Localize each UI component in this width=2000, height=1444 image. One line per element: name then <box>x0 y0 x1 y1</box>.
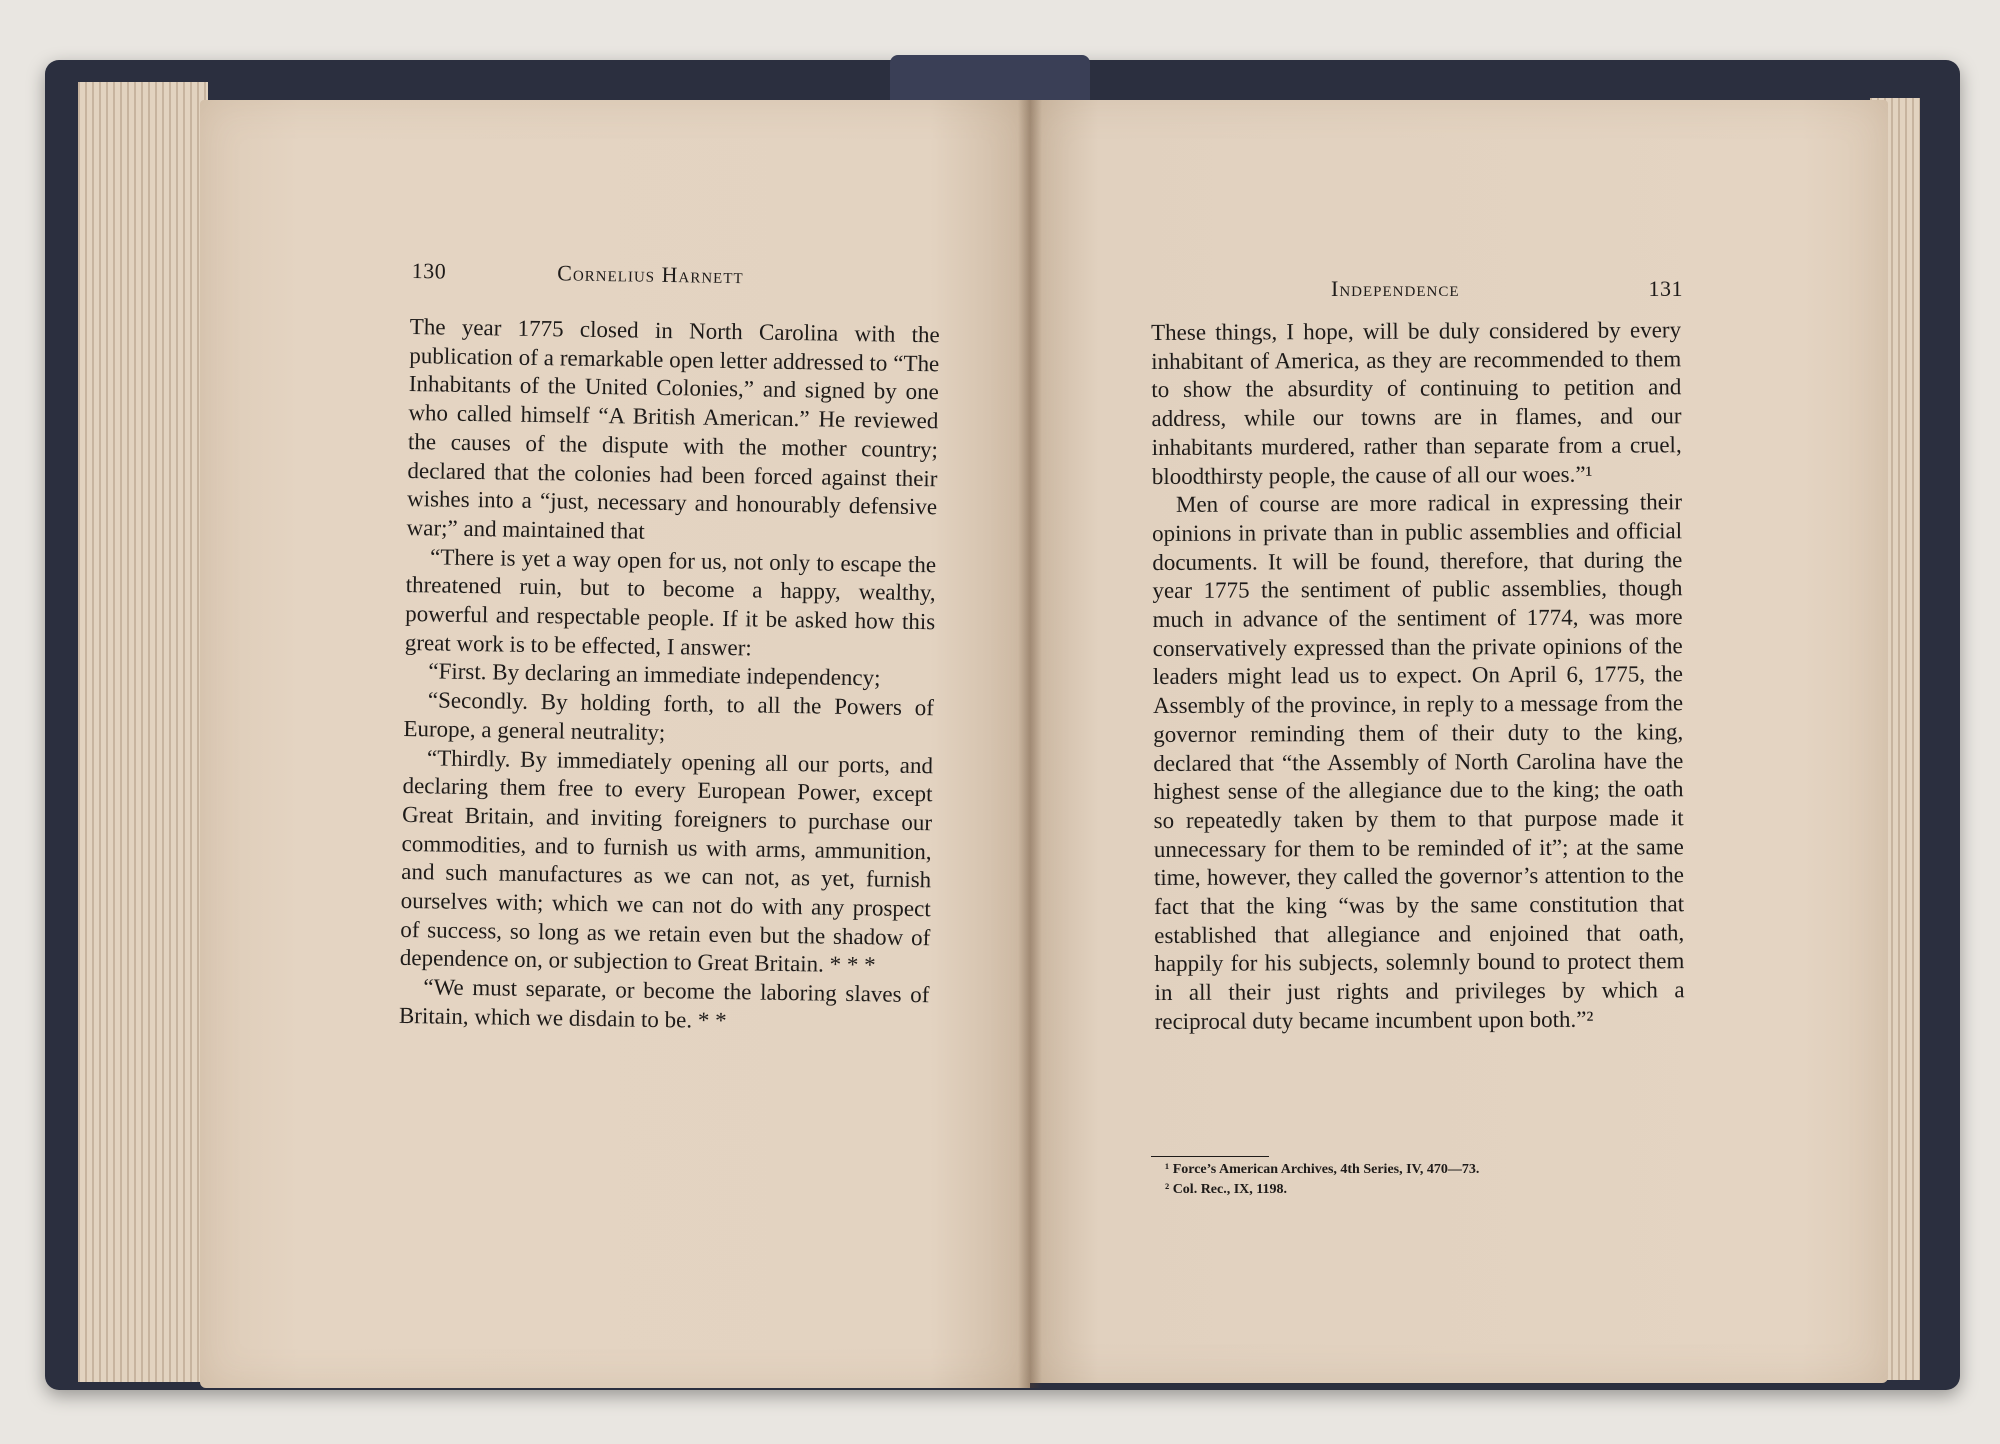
paragraph: Men of course are more radical in expressing their opinions in private than in public assemblies and official documents. It will be found, therefore, that during the year 1775 the sentiment of public assemblies, though much in advance of the sentiment of 1774, was more conservatively expressed than the private opinions of the leaders might lead us to expect. On April 6, 1775, the Assembly of the province, in reply to a message from the governor reminding them of their duty to the king, declared that “the Assembly of North Carolina have the highest sense of the allegiance due to the king; the oath so repeatedly taken by them to that purpose made it unnecessary for them to be reminded of it”; at the same time, however, they called the governor’s attention to the fact that the king “was by the same constitution that established that allegiance and enjoined that oath, happily for his subjects, solemnly bound to protect them in all their just rights and privileges by which a reciprocal duty became incumbent upon both.”² <box>1152 489 1685 1034</box>
left-running-head: Cornelius Harnett <box>557 260 744 289</box>
paragraph: These things, I hope, will be duly considered by every inhabitant of America, as they are recommended to them to show the absurdity of continuing to petition and address, while our towns are in flames, and our inhabitants murdered, rather than separate from a cruel, bloodthirsty people, the cause of all our woes.”¹ <box>1151 317 1682 489</box>
paragraph: “Secondly. By holding forth, to all the Powers of Europe, a general neutrality; <box>403 687 935 745</box>
left-page-text <box>399 313 940 1039</box>
left-page-number: 130 <box>411 258 447 284</box>
paragraph: The year 1775 closed in North Carolina with the publication of a remarkable open letter addressed to “The Inhabitants of the United Colonies,” and signed by one who called himself “A British American.” He reviewed the causes of the dispute with the mother country; declared that the colonies had been forced against their wishes into a “just, necessary and honourably defensive war;” and maintained that <box>406 313 940 544</box>
footnote: ² Col. Rec., IX, 1198. <box>1165 1182 1288 1197</box>
left-page <box>200 100 1030 1388</box>
right-running-head: Independence <box>1331 276 1460 301</box>
paragraph: “There is yet a way open for us, not only to escape the threatened ruin, but to become a happy, wealthy, powerful and respectable people. If it be asked how this great work is to be effected, I answer: <box>404 543 937 661</box>
right-page <box>1030 100 1888 1383</box>
footnotes <box>1151 1156 1681 1200</box>
right-page-text <box>1151 316 1685 1036</box>
spine-cloth <box>890 55 1090 101</box>
footnote-rule <box>1151 1156 1269 1157</box>
right-running-header <box>1331 276 1683 302</box>
left-page-edges <box>78 82 208 1382</box>
paragraph: “First. By declaring an immediate independency; <box>428 658 881 691</box>
paragraph: “Thirdly. By immediately opening all our ports, and declaring them free to every European Power, except Great Britain, and inviting foreigners to purchase our commodities, and to furnish us with arms, ammunition, and such manufactures as we can not, as yet, furnish ourselves with; which we can not do with any prospect of success, so long as we retain even but the shadow of dependence on, or subjection to Great Britain. * * * <box>399 744 934 978</box>
footnote: ¹ Force’s American Archives, 4th Series, IV, 470—73. <box>1165 1162 1480 1177</box>
left-running-header <box>412 258 942 292</box>
gutter-shadow <box>1018 100 1042 1388</box>
right-page-number: 131 <box>1648 276 1683 301</box>
paragraph: “We must separate, or become the laboring slaves of Britain, which we disdain to be. * * <box>398 974 930 1033</box>
